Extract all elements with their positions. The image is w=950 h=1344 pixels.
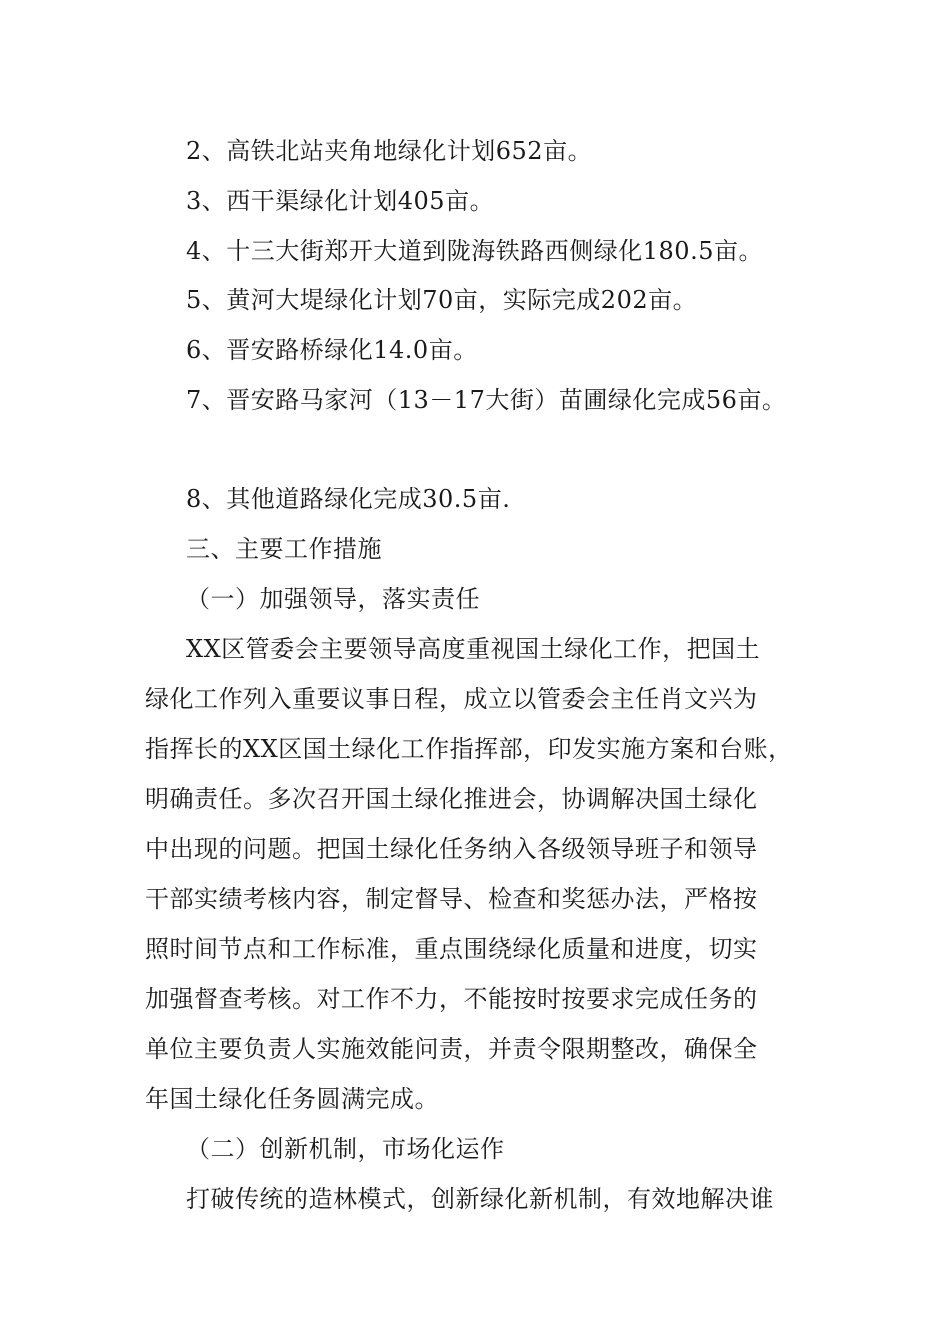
paragraph-line: 打破传统的造林模式，创新绿化新机制，有效地解决谁 bbox=[186, 1185, 774, 1213]
list-item: 6、晋安路桥绿化14.0亩。 bbox=[186, 336, 478, 364]
list-item: 3、西干渠绿化计划405亩。 bbox=[186, 187, 495, 215]
paragraph-line: 绿化工作列入重要议事日程，成立以管委会主任肖文兴为 bbox=[145, 685, 758, 713]
paragraph-line: 指挥长的XX区国土绿化工作指挥部，印发实施方案和台账， bbox=[145, 735, 793, 763]
list-item: 8、其他道路绿化完成30.5亩. bbox=[186, 485, 511, 513]
paragraph-line: 照时间节点和工作标准，重点围绕绿化质量和进度，切实 bbox=[145, 935, 758, 963]
paragraph-line: 干部实绩考核内容，制定督导、检查和奖惩办法，严格按 bbox=[145, 885, 758, 913]
paragraph-line: XX区管委会主要领导高度重视国土绿化工作，把国土 bbox=[186, 635, 761, 663]
paragraph-line: 加强督查考核。对工作不力，不能按时按要求完成任务的 bbox=[145, 985, 758, 1013]
list-item: 5、黄河大堤绿化计划70亩，实际完成202亩。 bbox=[186, 286, 698, 314]
subsection-heading: （一）加强领导，落实责任 bbox=[186, 585, 480, 613]
section-heading: 三、主要工作措施 bbox=[186, 535, 382, 563]
list-item: 7、晋安路马家河（13－17大街）苗圃绿化完成56亩。 bbox=[186, 386, 787, 414]
subsection-heading: （二）创新机制，市场化运作 bbox=[186, 1135, 505, 1163]
paragraph-line: 单位主要负责人实施效能问责，并责令限期整改，确保全 bbox=[145, 1035, 758, 1063]
paragraph-line: 中出现的问题。把国土绿化任务纳入各级领导班子和领导 bbox=[145, 835, 758, 863]
list-item: 2、高铁北站夹角地绿化计划652亩。 bbox=[186, 137, 593, 165]
list-item: 4、十三大街郑开大道到陇海铁路西侧绿化180.5亩。 bbox=[186, 237, 763, 265]
paragraph-line: 明确责任。多次召开国土绿化推进会，协调解决国土绿化 bbox=[145, 785, 758, 813]
paragraph-line: 年国土绿化任务圆满完成。 bbox=[145, 1085, 439, 1113]
